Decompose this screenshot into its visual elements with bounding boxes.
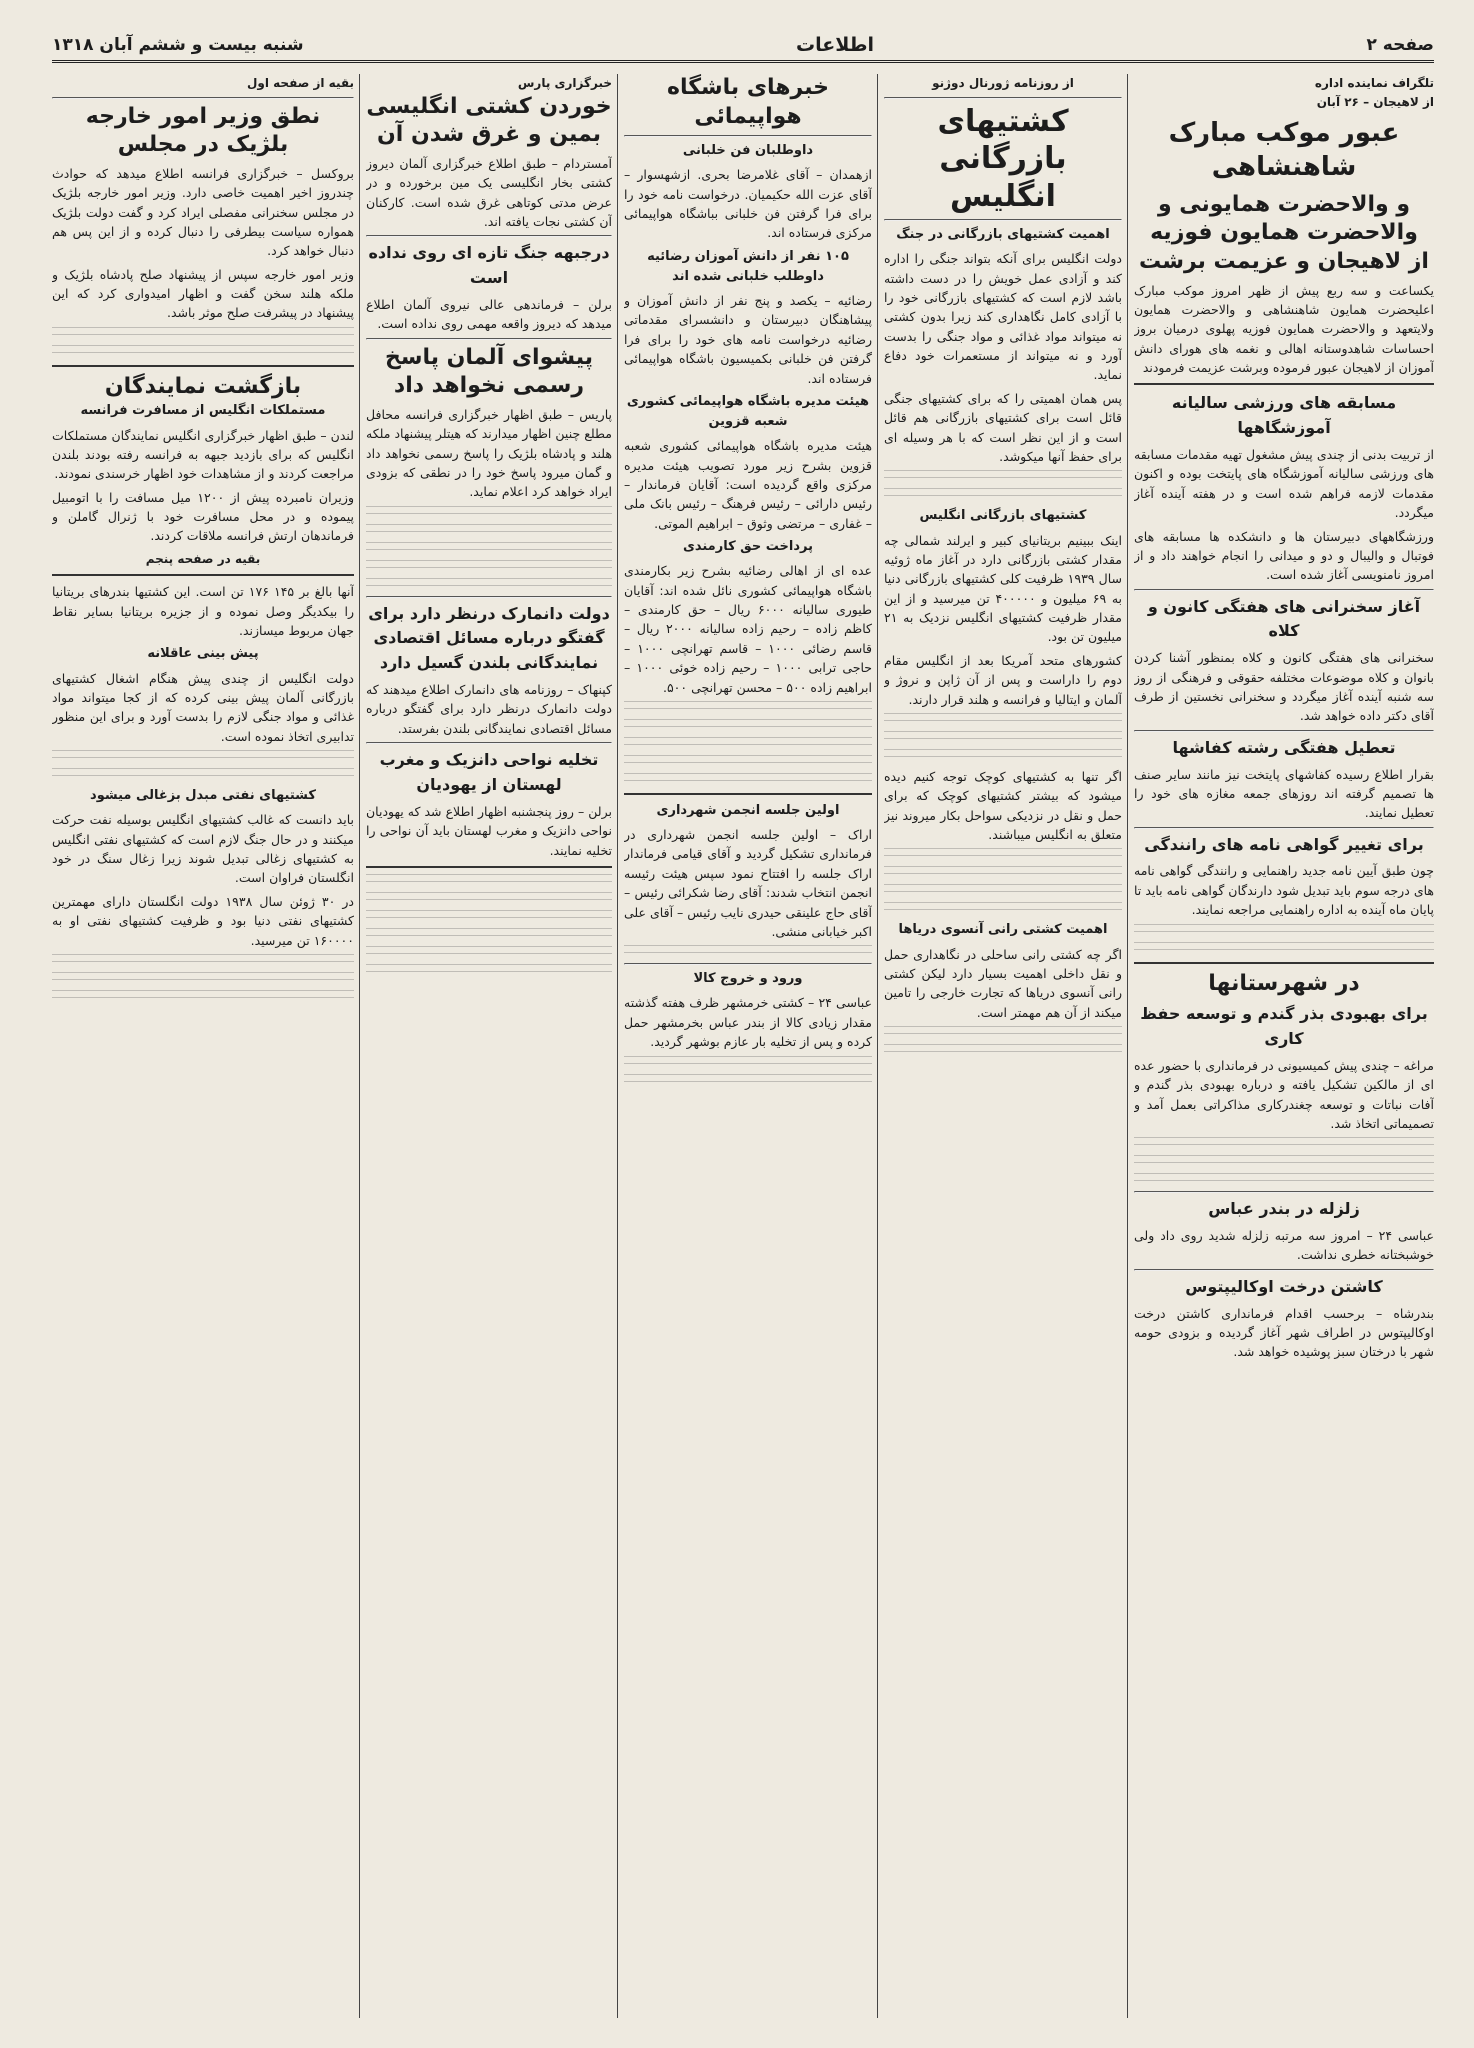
masthead [52, 30, 1434, 63]
article-body: چون طبق آیین نامه جدید راهنمایی و رانندگی گواهی نامه های درجه سوم باید تبدیل شود دارندگان گواهی نامه باید تا پایان ماه آینده به اداره راهنمایی مراجعه نمایند. [1134, 863, 1434, 918]
divider [1134, 589, 1434, 591]
article-body: عده ای از اهالی رضائیه بشرح زیر بکارمندی باشگاه هواپیمائی کشوری نائل شده اند: آقایان طیوری سالیانه ۶۰۰۰ ریال – حق کارمندی – کاظم زاده – رحیم زاده سالیانه ۲۰۰۰ ریال – قاسم رضائی ۱۰۰۰ – قاسم تهرانچی ۱۰۰۰ – حاجی ترابی ۱۰۰۰ – رحیم زاده خوئی ۱۰۰۰ – ابراهیم زاده ۵۰۰ – محسن تهرانچی ۵۰۰. [624, 563, 872, 695]
section-subtitle: کشتیهای بازرگانی انگلیس [919, 508, 1087, 524]
column-5 [52, 74, 354, 2018]
column-rule [877, 74, 878, 2018]
article-body: برلن – روز پنجشنبه اظهار اطلاع شد که یهودیان نواحی دانزیک و مغرب لهستان باید آن نواحی را تخلیه نمایند. [366, 803, 612, 858]
column-3 [624, 74, 872, 2018]
column-1 [1134, 74, 1434, 2018]
continued-label: بقیه از صفحه اول [246, 76, 354, 90]
text-lines [366, 910, 612, 924]
divider [52, 574, 354, 576]
divider [1134, 827, 1434, 829]
article-body: وزیران نامبرده پیش از ۱۲۰۰ میل مسافت را با اتومبیل پیموده و در محل مسافرت خود با ژنرال گاملن و فرماندهان ارتش فرانسه ملاقات کردند. [52, 489, 354, 544]
text-lines [884, 848, 1122, 862]
article-body: هیئت مدیره باشگاه هواپیمائی کشوری شعبه قزوین بشرح زیر مورد تصویب هیئت مدیره مرکزی واقع گردیده است: آقایان فرماندار – رئیس دارائی – رئیس فرهنگ – رئیس بانک ملی – غفاری – مرتضی وثوق – ابراهیم الموتی. [624, 438, 872, 531]
text-lines [1134, 1155, 1434, 1169]
text-lines [1134, 1137, 1434, 1151]
kicker: خبرگزاری پارس [517, 76, 612, 90]
section-subtitle: مستملکات انگلیس از مسافرت فرانسه [80, 403, 326, 419]
section-subtitle: اهمیت کشتی رانی آنسوی دریاها [898, 922, 1108, 938]
article-headline: کشتیهای بازرگانی انگلیس [937, 103, 1069, 214]
issue-date: شنبه بیست و ششم آبان ۱۳۱۸ [52, 35, 304, 55]
section-subtitle: هیئت مدیره باشگاه هواپیمائی کشوری شعبه قزوین [626, 393, 870, 430]
article-headline: خبرهای باشگاه هواپیمائی [666, 75, 830, 129]
divider [366, 596, 612, 598]
text-lines [1134, 1173, 1434, 1187]
column-rule [617, 74, 618, 2018]
text-lines [366, 524, 612, 538]
article-body: بروکسل – خبرگزاری فرانسه اطلاع میدهد که حوادث چندروز اخیر اهمیت خاصی دارد. وزیر امور خارجه بلژیک در مجلس سخنرانی مفصلی ایراد کرد و گفت دولت بلژیک همواره سیاست بیطرفی را دنبال کرده و از این پس هم دنبال خواهد کرد. [52, 165, 354, 259]
text-lines [1134, 942, 1434, 956]
dateline: از لاهیجان – ۲۶ آبان [1316, 94, 1434, 109]
divider [52, 365, 354, 367]
article-body: کشورهای متحد آمریکا بعد از انگلیس مقام دوم را داراست و پس از آن ژاپن و نروژ و آلمان و ایتالیا و فرانسه و هلند قرار دارند. [884, 652, 1122, 707]
article-body: اگر تنها به کشتیهای کوچک توجه کنیم دیده میشود که بیشتر کشتیهای کوچک که برای حمل و نقل در نزدیکی سواحل بکار میروند نیز متعلق به انگلیس میباشند. [884, 768, 1122, 842]
section-subtitle: کشتیهای نفتی مبدل بزغالی میشود [90, 788, 316, 804]
text-lines [884, 470, 1122, 484]
text-lines [52, 345, 354, 359]
text-lines [884, 731, 1122, 745]
divider [884, 97, 1122, 99]
article-body: عباسی ۲۴ – امروز سه مرتبه زلزله شدید روی داد ولی خوشبختانه خطری نداشت. [1134, 1228, 1434, 1263]
divider [366, 742, 612, 744]
divider [1134, 383, 1434, 385]
article-body: ازهمدان – آقای غلامرضا بحری. ازشهسوار – آقای عزت الله حکیمیان. درخواست نامه خود را برای فرا گرفتن فن خلبانی بباشگاه هواپیمائی مرکزی فرستاده اند. [624, 167, 872, 241]
divider [1134, 730, 1434, 732]
text-lines [884, 1044, 1122, 1058]
section-title: تعطیل هفتگی رشته کفاشها [1172, 737, 1396, 757]
text-lines [624, 755, 872, 769]
article-body: در ۳۰ ژوئن سال ۱۹۳۸ دولت انگلستان دارای مهمترین کشتیهای نفتی دنیا بود و ظرفیت کشتیهای نفتی او به ۱۶۰۰۰۰ تن میرسید. [52, 893, 354, 948]
text-lines [366, 874, 612, 888]
section-subtitle: ۱۰۵ نفر از دانش آموزان رضائیه داوطلب خلبانی شده اند [647, 248, 849, 284]
divider [884, 219, 1122, 221]
text-lines [884, 884, 1122, 898]
article-body: اینک ببینیم بریتانیای کبیر و ایرلند شمالی چه مقدار کشتی بازرگانی دارد در آغاز ماه ژوئیه سال ۱۹۳۹ ظرفیت کلی کشتیهای بازرگانی دنیا به ۶۹ میلیون و ۴۰۰۰۰۰ تن میرسید و از این مقدار ظرفیت کشتیهای انگلیس نزدیک به ۲۱ میلیون تن بود. [884, 532, 1122, 645]
text-lines [52, 990, 354, 1004]
text-lines [624, 773, 872, 787]
article-body: آمستردام – طبق اطلاع خبرگزاری آلمان دیروز کشتی بخار انگلیسی یک مین برخورده و در عرض مدتی کوتاهی غرق شده است. کارکنان آن کشتی نجات یافته اند. [366, 155, 612, 229]
text-lines [366, 542, 612, 556]
text-lines [884, 749, 1122, 763]
column-4 [366, 74, 612, 2018]
section-title: برای تغییر گواهی نامه های رانندگی [1144, 834, 1424, 854]
article-headline: بازگشت نمایندگان [104, 373, 302, 399]
article-body: دولت انگلیس از چندی پیش هنگام اشغال کشتیهای بازرگانی آلمان پیش بینی کرده که از کجا میتواند مواد غذائی و مواد جنگی لازم را بدست آورد و برای این منظور تدابیری اتخاذ نموده است. [52, 670, 354, 744]
article-body: کپنهاک – روزنامه های دانمارک اطلاع میدهند که دولت دانمارک درنظر دارد برای گفتگو درباره مسائل اقتصادی نمایندگانی بلندن بفرستد. [366, 682, 612, 736]
article-headline: پیشوای آلمان پاسخ رسمی نخواهد داد [384, 344, 594, 399]
page-number: صفحه ۲ [1366, 35, 1434, 55]
divider [366, 866, 612, 868]
text-lines [884, 866, 1122, 880]
section-subtitle: اولین جلسه انجمن شهرداری [656, 802, 840, 818]
article-body: رضائیه – یکصد و پنج نفر از دانش آموزان و پیشاهنگان دبیرستان و دانشسرای مقدماتی رضائیه درخواست نامه های خود را برای فرا گرفتن فن خلبانی بکمیسیون باشگاه هواپیمائی فرستاده اند. [624, 293, 872, 386]
article-body: برلن – فرماندهی عالی نیروی آلمان اطلاع میدهد که دیروز واقعه مهمی روی نداده است. [366, 296, 612, 332]
text-lines [624, 1056, 872, 1070]
article-body: پاریس – طبق اظهار خبرگزاری فرانسه محافل مطلع چنین اظهار میدارند که هیتلر پیشنهاد ملکه هلند و پادشاه بلژیک را پاسخ رسمی نخواهد داد و گمان میرود پاسخ خود را در نطقی که بزودی ایراد خواهد کرد اعلام نماید. [366, 406, 612, 500]
article-body: لندن – طبق اظهار خبرگزاری انگلیس نمایندگان مستملکات انگلیس که برای بازدید جبهه به فرانسه رفته بودند بلندن مراجعت کردند و از مشاهدات خود اظهار خرسندی نمودند. [52, 427, 354, 482]
lead-paragraph: یکساعت و سه ربع پیش از ظهر امروز موکب مبارک اعلیحضرت همایون شاهنشاهی و والاحضرت همایون ولایتعهد و والاحضرت همایون فوزیه پهلوی درمیان بروز احساسات شاهدوستانه اهالی و نغمه های هورای دانش آموزان از لاهیجان عبور فرموده وبرشت عزیمت فرمودند [1134, 282, 1434, 376]
section-subtitle: برای بهبودی بذر گندم و توسعه حفظ کاری [1140, 1004, 1428, 1048]
article-headline: خوردن کشتی انگلیسی بمین و غرق شدن آن [366, 93, 612, 148]
section-subtitle: پیش بینی عاقلانه [147, 646, 259, 662]
text-lines [366, 506, 612, 520]
article-body: ورزشگاههای دبیرستان ها و دانشکده ها مسابقه های فوتبال و والیبال و دو و میدانی را انجام خواهند داد و از امروز نامنویسی آغاز شده است. [1134, 528, 1434, 583]
text-lines [52, 768, 354, 782]
text-lines [884, 1026, 1122, 1040]
kicker: تلگراف نماینده اداره [1314, 76, 1434, 90]
text-lines [52, 327, 354, 341]
article-body: اراک – اولین جلسه انجمن شهرداری در فرمانداری تشکیل گردید و آقای قیامی فرماندار اراک جلسه را افتتاح نمود سپس هیئت رئیسه انجمن انتخاب شدند: آقای رضا شکرائی رئیس – آقای حاج علینقی حیدری نایب رئیس – آقای علی اکبر خیابانی منشی. [624, 827, 872, 939]
article-body: سخنرانی های هفتگی کانون و کلاه بمنظور آشنا کردن بانوان و کلاه موضوعات مختلفه حقوقی و فرهنگی از روز سه شنبه آینده آغاز میگردد و سخنرانی نخستین از طرف آقای دکتر داده خواهد شد. [1134, 650, 1434, 724]
article-headline: دولت دانمارک درنظر دارد برای گفتگو درباره مسائل اقتصادی نمایندگانی بلندن گسیل دارد [368, 603, 610, 673]
divider [1134, 1191, 1434, 1193]
section-title: زلزله در بندر عباس [1208, 1199, 1360, 1219]
text-lines [366, 560, 612, 574]
divider [624, 135, 872, 137]
article-body: آنها بالغ بر ۱۴۵ ۱۷۶ تن است. این کشتیها بندرهای بریتانیا را بیکدیگر وصل نموده و از جزیره بریتانیا بسایر نقاط جهان مربوط میسازند. [52, 584, 354, 639]
article-body: پس همان اهمیتی را که برای کشتیهای جنگی قائل است برای کشتیهای بازرگانی هم قائل است و از این نظر است که با هر وسیله ای برای حفظ آنها میکوشد. [884, 390, 1122, 464]
text-lines [52, 954, 354, 968]
section-subtitle: پرداخت حق کارمندی [682, 539, 814, 555]
column-rule [359, 74, 360, 2018]
continued-label: بقیه در صفحه پنجم [145, 551, 261, 566]
paper-name: اطلاعات [796, 34, 875, 56]
divider [366, 338, 612, 340]
main-headline-2: و والاحضرت همایونی و والاحضرت همایون فوزیه [1150, 191, 1418, 246]
main-headline-3: از لاهیجان و عزیمت برشت [1139, 248, 1429, 274]
article-headline: درجبهه جنگ تازه ای روی نداده است [368, 243, 610, 288]
text-lines [624, 737, 872, 751]
newspaper-page [52, 30, 1434, 2020]
kicker: از روزنامه ژورنال دوژنو [932, 76, 1074, 90]
text-lines [366, 964, 612, 978]
divider [624, 963, 872, 965]
text-lines [52, 972, 354, 986]
article-headline: تخلیه نواحی دانزیک و مغرب لهستان از یهودیان [379, 750, 599, 794]
text-lines [624, 719, 872, 733]
divider [1134, 962, 1434, 964]
article-body: عباسی ۲۴ – کشتی خرمشهر ظرف هفته گذشته مقدار زیادی کالا از بندر عباس بخرمشهر حمل کرده و پس از تخلیه بار عازم بوشهر گردید. [624, 995, 872, 1050]
article-body: بندرشاه – برحسب اقدام فرمانداری کاشتن درخت اوکالیپتوس در اطراف شهر آغاز گردیده و بزودی حومه شهر با درختان سبز پوشیده خواهد شد. [1134, 1305, 1434, 1360]
divider [1134, 1269, 1434, 1271]
section-title: کاشتن درخت اوکالیپتوس [1185, 1276, 1383, 1296]
article-body: مراغه – چندی پیش کمیسیونی در فرمانداری با حضور عده ای از مالکین تشکیل یافته و درباره بهبودی بذر گندم و آفات نباتات و توسعه چغندرکاری مذاکراتی بعمل آمد و تصمیماتی اتخاذ شد. [1134, 1057, 1434, 1131]
text-lines [366, 578, 612, 592]
text-lines [884, 713, 1122, 727]
column-2 [884, 74, 1122, 2018]
section-subtitle: ورود و خروج کالا [693, 971, 803, 987]
section-title: مسابقه های ورزشی سالیانه آموزشگاهها [1171, 393, 1397, 438]
section-title: در شهرستانها [1208, 970, 1360, 996]
section-title: آغاز سخنرانی های هفتگی کانون و کلاه [1147, 596, 1421, 641]
article-body: اگر چه کشتی رانی ساحلی در نگاهداری حمل و نقل داخلی اهمیت بسیار دارد لیکن کشتی رانی آنسوی دریاها که تجارت خارجی را تامین میکند از آن هم مهمتر است. [884, 946, 1122, 1020]
main-headline: عبور موکب مبارک شاهنشاهی [1168, 118, 1400, 182]
article-body: از تربیت بدنی از چندی پیش مشغول تهیه مقدمات مسابقه های ورزشی سالیانه آموزشگاه های پایتخت بوده و اکنون مقدمات لازمه فراهم شده است و در هفته آینده آغاز میگردد. [1134, 447, 1434, 521]
text-lines [366, 892, 612, 906]
column-rule [1127, 74, 1128, 2018]
text-lines [624, 1074, 872, 1088]
divider [366, 235, 612, 237]
article-body: باید دانست که غالب کشتیهای انگلیس بوسیله نفت حرکت میکنند و در حال جنگ لازم است که کشتیهای نفتی انگلیس به کشتیهای زغالی تبدیل شوند زیرا زغال سنگ در خود انگلستان فراوان است. [52, 812, 354, 886]
text-lines [366, 928, 612, 942]
text-lines [366, 946, 612, 960]
text-lines [624, 701, 872, 715]
section-subtitle: داوطلبان فن خلبانی [682, 143, 814, 159]
text-lines [884, 902, 1122, 916]
text-lines [884, 488, 1122, 502]
text-lines [1134, 924, 1434, 938]
text-lines [624, 945, 872, 959]
section-subtitle: اهمیت کشتیهای بازرگانی در جنگ [896, 227, 1110, 243]
article-body: وزیر امور خارجه سپس از پیشنهاد صلح پادشاه بلژیک و ملکه هلند سخن گفت و اظهار امیدواری کرد که این پیشنهاد در پیشرفت صلح موثر باشد. [52, 266, 354, 321]
text-lines [52, 750, 354, 764]
article-body: دولت انگلیس برای آنکه بتواند جنگی را اداره کند و آزادی عمل خویش را در دست داشته باشد لازم است که کشتیهای بازرگانی خود را با آزادی کامل نگاهداری کند زیرا بدون کشتی نه میتواند مواد غذائی و مواد جنگی را بدست آورد و نه میتواند از مستعمرات خود دفاع نماید. [884, 251, 1122, 383]
article-headline: نطق وزیر امور خارجه بلژیک در مجلس [85, 103, 321, 158]
divider [624, 793, 872, 795]
divider [52, 97, 354, 99]
article-body: بقرار اطلاع رسیده کفاشهای پایتخت نیز مانند سایر صنف ها تصمیم گرفته اند روزهای جمعه مغازه های خود را تعطیل نمایند. [1134, 766, 1434, 821]
